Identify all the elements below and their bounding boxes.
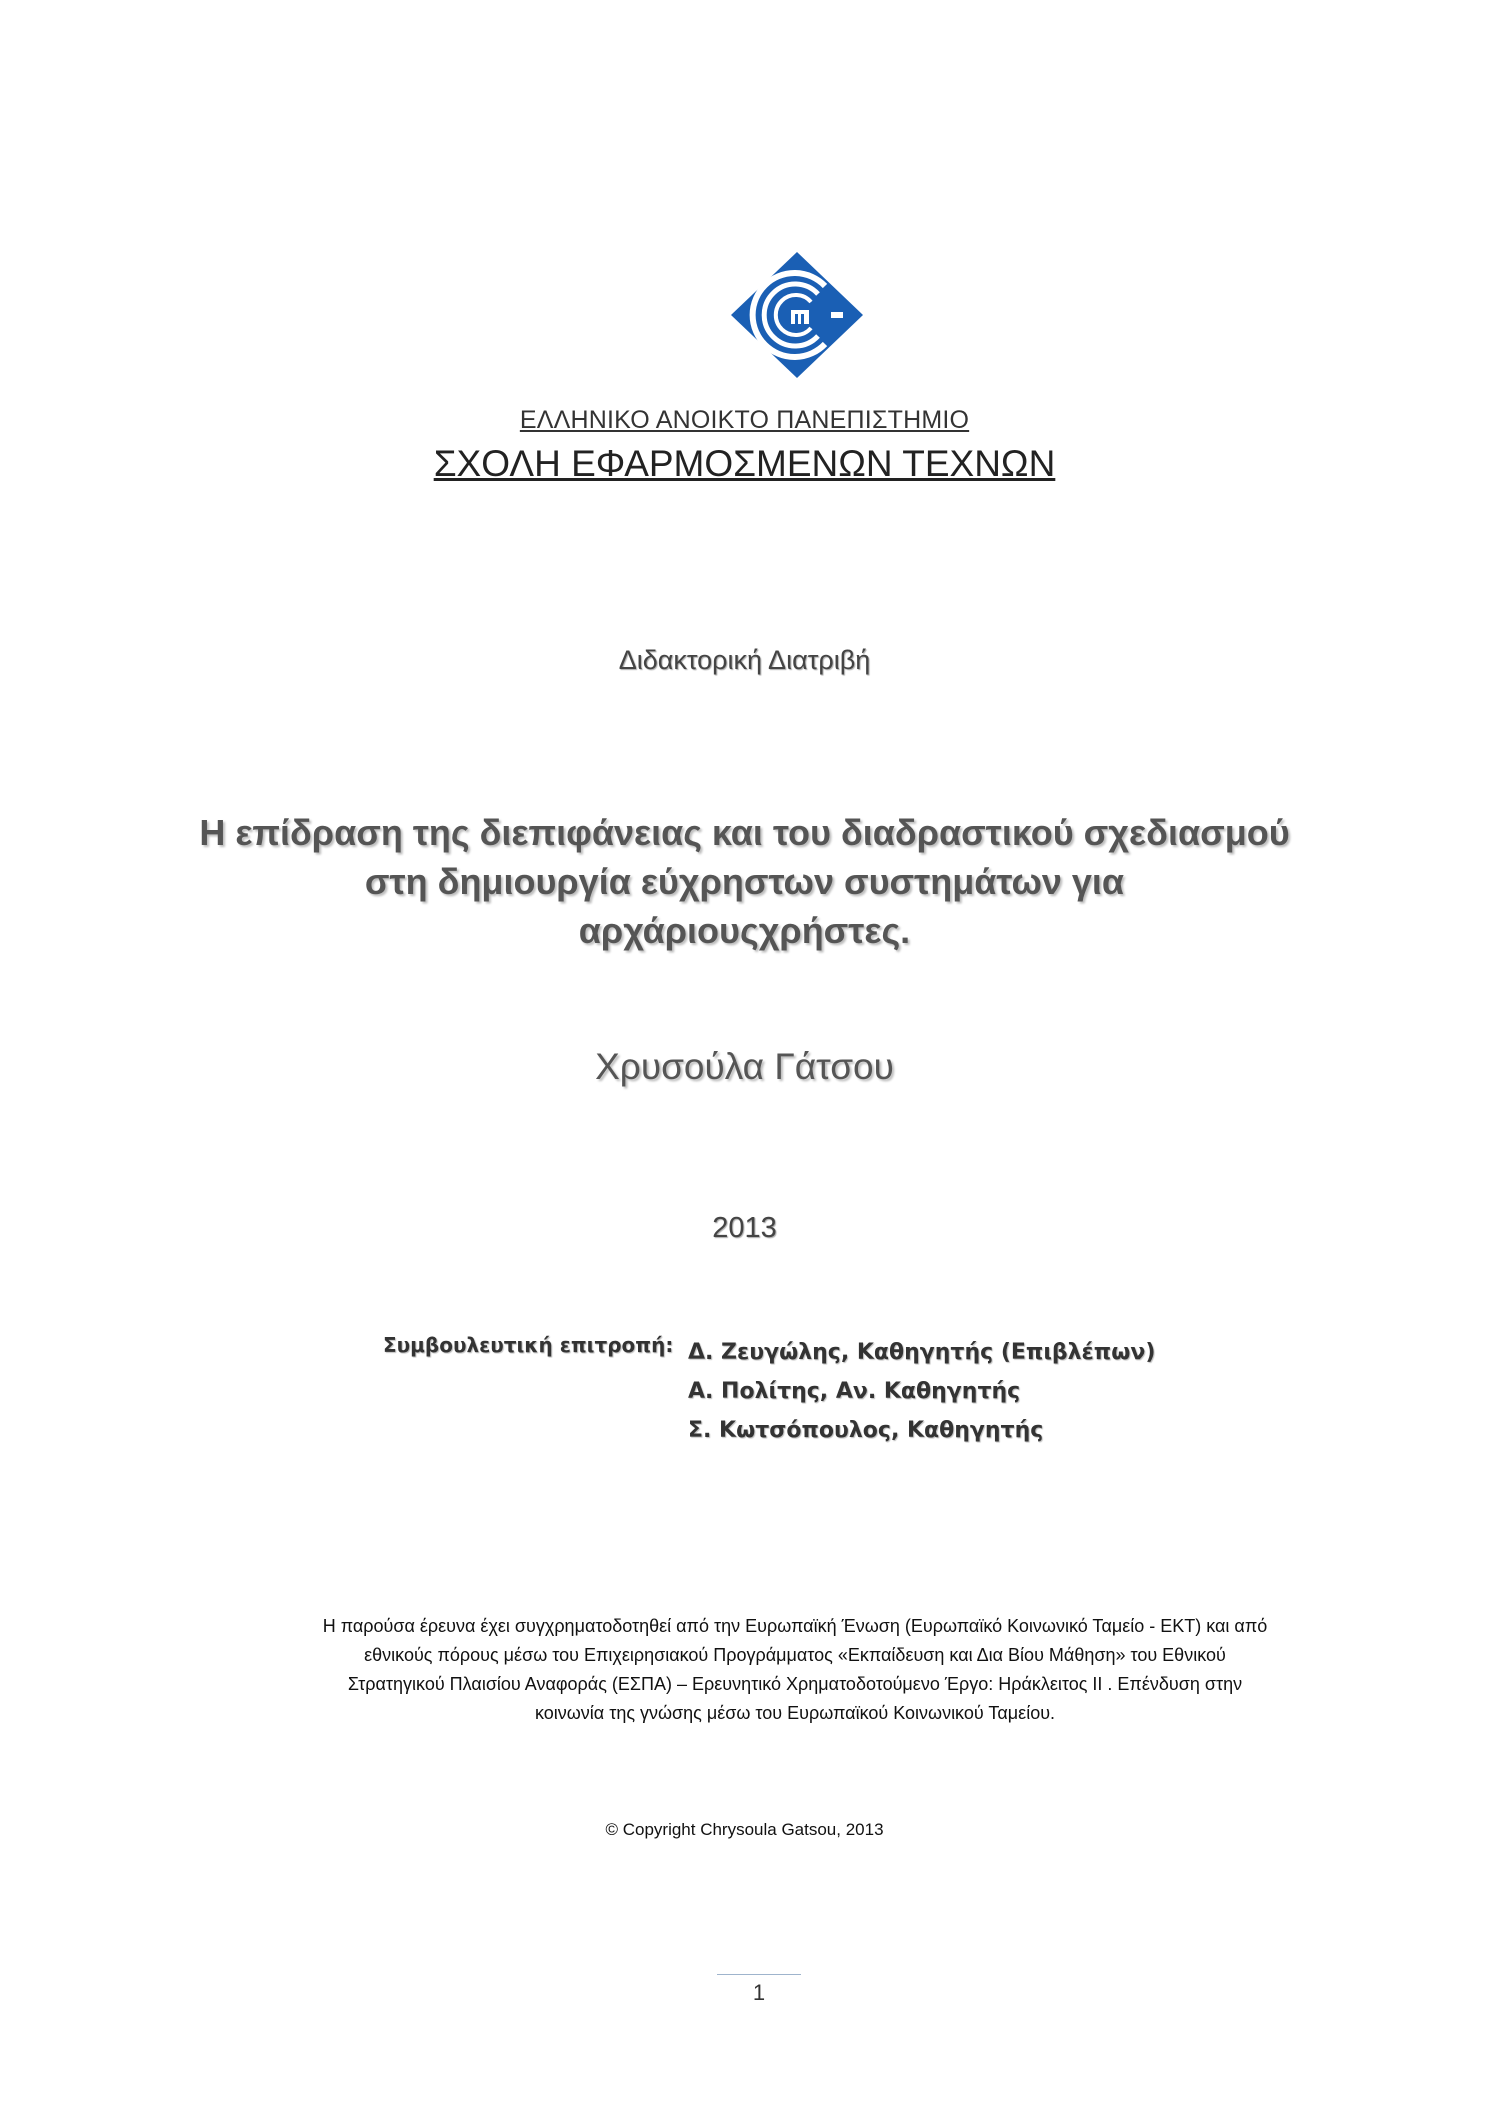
author-name: Χρυσούλα Γάτσου [595,1046,894,1087]
committee-member: Σ. Κωτσόπουλος, Καθηγητής [688,1418,1044,1443]
thesis-title-line: αρχάριουςχρήστες. [578,910,911,951]
funding-line: Η παρούσα έρευνα έχει συγχρηματοδοτηθεί από την Ευρωπαϊκή Ένωση (Ευρωπαϊκό Κοινωνικό Ταμείο - ΕΚΤ) και από [322,1616,1268,1636]
thesis-title-line: Η επίδραση της διεπιφάνειας και του διαδραστικού σχεδιασμού [199,812,1290,853]
school-name: ΣΧΟΛΗ ΕΦΑΡΜΟΣΜΕΝΩΝ ΤΕΧΝΩΝ [433,443,1056,484]
funding-statement [240,1612,1350,1728]
copyright-notice: © Copyright Chrysoula Gatsou, 2013 [605,1820,884,1839]
thesis-title-line: στη δημιουργία εύχρηστων συστημάτων για [364,861,1125,902]
university-name: ΕΛΛΗΝΙΚΟ ΑΝΟΙΚΤΟ ΠΑΝΕΠΙΣΤΗΜΙΟ [519,406,970,434]
page-number: 1 [752,1980,766,2005]
footer-divider [717,1974,801,1975]
university-logo-icon [727,250,867,380]
funding-line: κοινωνία της γνώσης μέσω του Ευρωπαϊκού Κοινωνικού Ταμείου. [534,1703,1056,1723]
thesis-title [0,808,1489,955]
committee-member: Α. Πολίτης, Αν. Καθηγητής [688,1379,1021,1404]
document-type: Διδακτορική Διατριβή [618,645,871,675]
funding-line: εθνικούς πόρους μέσω του Επιχειρησιακού Προγράμματος «Εκπαίδευση και Δια Βίου Μάθηση» του Εθνικού [364,1645,1226,1665]
committee-label: Συμβουλευτική επιτροπή: [383,1333,674,1357]
funding-line: Στρατηγικού Πλαισίου Αναφοράς (ΕΣΠΑ) – Ερευνητικό Χρηματοδοτούμενο Έργο: Ηράκλειτος ΙΙ . Επένδυση στην [347,1674,1243,1694]
committee-member: Δ. Ζευγώλης, Καθηγητής (Επιβλέπων) [688,1340,1156,1365]
committee-list [688,1333,1155,1450]
year: 2013 [712,1212,777,1244]
